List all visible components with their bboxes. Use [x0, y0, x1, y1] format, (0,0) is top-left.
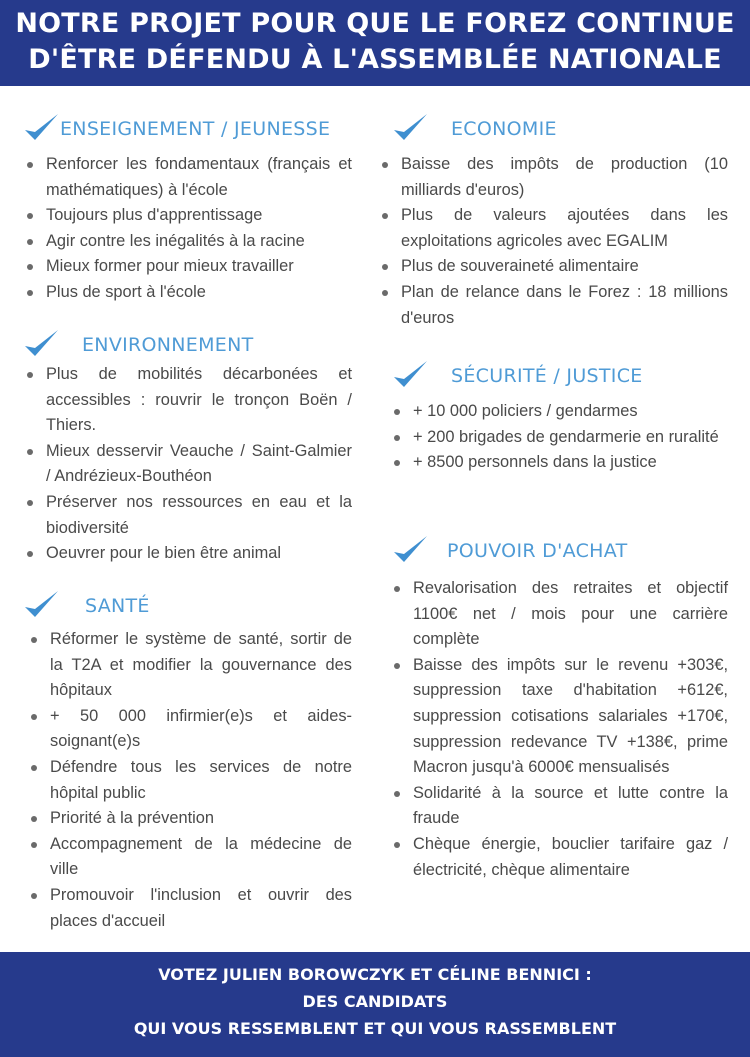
list-item: Baisse des impôts de production (10 milliards d'euros) [377, 152, 728, 203]
list-item: Chèque énergie, bouclier tarifaire gaz / électricité, chèque alimentaire [389, 832, 728, 883]
list-item: Plan de relance dans le Forez : 18 millions d'euros [377, 280, 728, 331]
section-title: POUVOIR D'ACHAT [447, 540, 628, 562]
footer-banner [0, 952, 750, 1057]
check-icon [391, 359, 429, 391]
item-list [22, 152, 352, 306]
item-list [389, 399, 728, 476]
check-icon [391, 112, 429, 144]
check-icon [22, 589, 60, 621]
section-title: ENSEIGNEMENT / JEUNESSE [60, 118, 331, 140]
item-list [22, 627, 352, 934]
list-item: Priorité à la prévention [26, 806, 352, 832]
section-title: SANTÉ [85, 595, 150, 617]
section-environnement [22, 324, 352, 567]
section-title: SÉCURITÉ / JUSTICE [451, 365, 643, 387]
list-item: Mieux former pour mieux travailler [22, 254, 352, 280]
section-enseignement [22, 108, 352, 306]
section-pouvoir-achat [391, 530, 728, 883]
section-economie [391, 108, 728, 331]
list-item: Mieux desservir Veauche / Saint-Galmier / Andrézieux-Bouthéon [22, 439, 352, 490]
header-title-line-2: D'ÊTRE DÉFENDU À L'ASSEMBLÉE NATIONALE [28, 44, 722, 75]
header-title-line-1: NOTRE PROJET POUR QUE LE FOREZ CONTINUE [15, 8, 735, 39]
list-item: Revalorisation des retraites et objectif 1100€ net / mois pour une carrière complète [389, 576, 728, 653]
section-title: ECONOMIE [451, 118, 557, 140]
list-item: Plus de souveraineté alimentaire [377, 254, 728, 280]
list-item: Défendre tous les services de notre hôpital public [26, 755, 352, 806]
list-item: Toujours plus d'apprentissage [22, 203, 352, 229]
list-item: Agir contre les inégalités à la racine [22, 229, 352, 255]
item-list [22, 362, 352, 567]
list-item: + 50 000 infirmier(e)s et aides-soignant(e)s [26, 704, 352, 755]
item-list [377, 152, 728, 331]
list-item: + 8500 personnels dans la justice [389, 450, 728, 476]
footer-line-1: VOTEZ JULIEN BOROWCZYK ET CÉLINE BENNICI : [158, 965, 592, 984]
section-securite [391, 355, 728, 476]
list-item: Renforcer les fondamentaux (français et mathématiques) à l'école [22, 152, 352, 203]
section-title: ENVIRONNEMENT [82, 334, 254, 356]
list-item: Préserver nos ressources en eau et la biodiversité [22, 490, 352, 541]
list-item: Solidarité à la source et lutte contre la fraude [389, 781, 728, 832]
list-item: Oeuvrer pour le bien être animal [22, 541, 352, 567]
list-item: Réformer le système de santé, sortir de la T2A et modifier la gouvernance des hôpitaux [26, 627, 352, 704]
list-item: Accompagnement de la médecine de ville [26, 832, 352, 883]
list-item: + 200 brigades de gendarmerie en ruralité [389, 425, 728, 451]
header-banner [0, 0, 750, 86]
list-item: Plus de mobilités décarbonées et accessibles : rouvrir le tronçon Boën / Thiers. [22, 362, 352, 439]
check-icon [22, 328, 60, 360]
list-item: Promouvoir l'inclusion et ouvrir des places d'accueil [26, 883, 352, 934]
list-item: + 10 000 policiers / gendarmes [389, 399, 728, 425]
item-list [389, 576, 728, 883]
list-item: Plus de valeurs ajoutées dans les exploitations agricoles avec EGALIM [377, 203, 728, 254]
list-item: Plus de sport à l'école [22, 280, 352, 306]
check-icon [391, 534, 429, 566]
section-sante [22, 585, 352, 934]
footer-line-3: QUI VOUS RESSEMBLENT ET QUI VOUS RASSEMBLENT [133, 1019, 617, 1038]
check-icon [22, 112, 60, 144]
list-item: Baisse des impôts sur le revenu +303€, suppression taxe d'habitation +612€, suppression cotisations salariales +170€, suppression redevance TV +138€, prime Macron jusqu'à 6000€ mensualisés [389, 653, 728, 781]
footer-line-2: DES CANDIDATS [302, 992, 448, 1011]
